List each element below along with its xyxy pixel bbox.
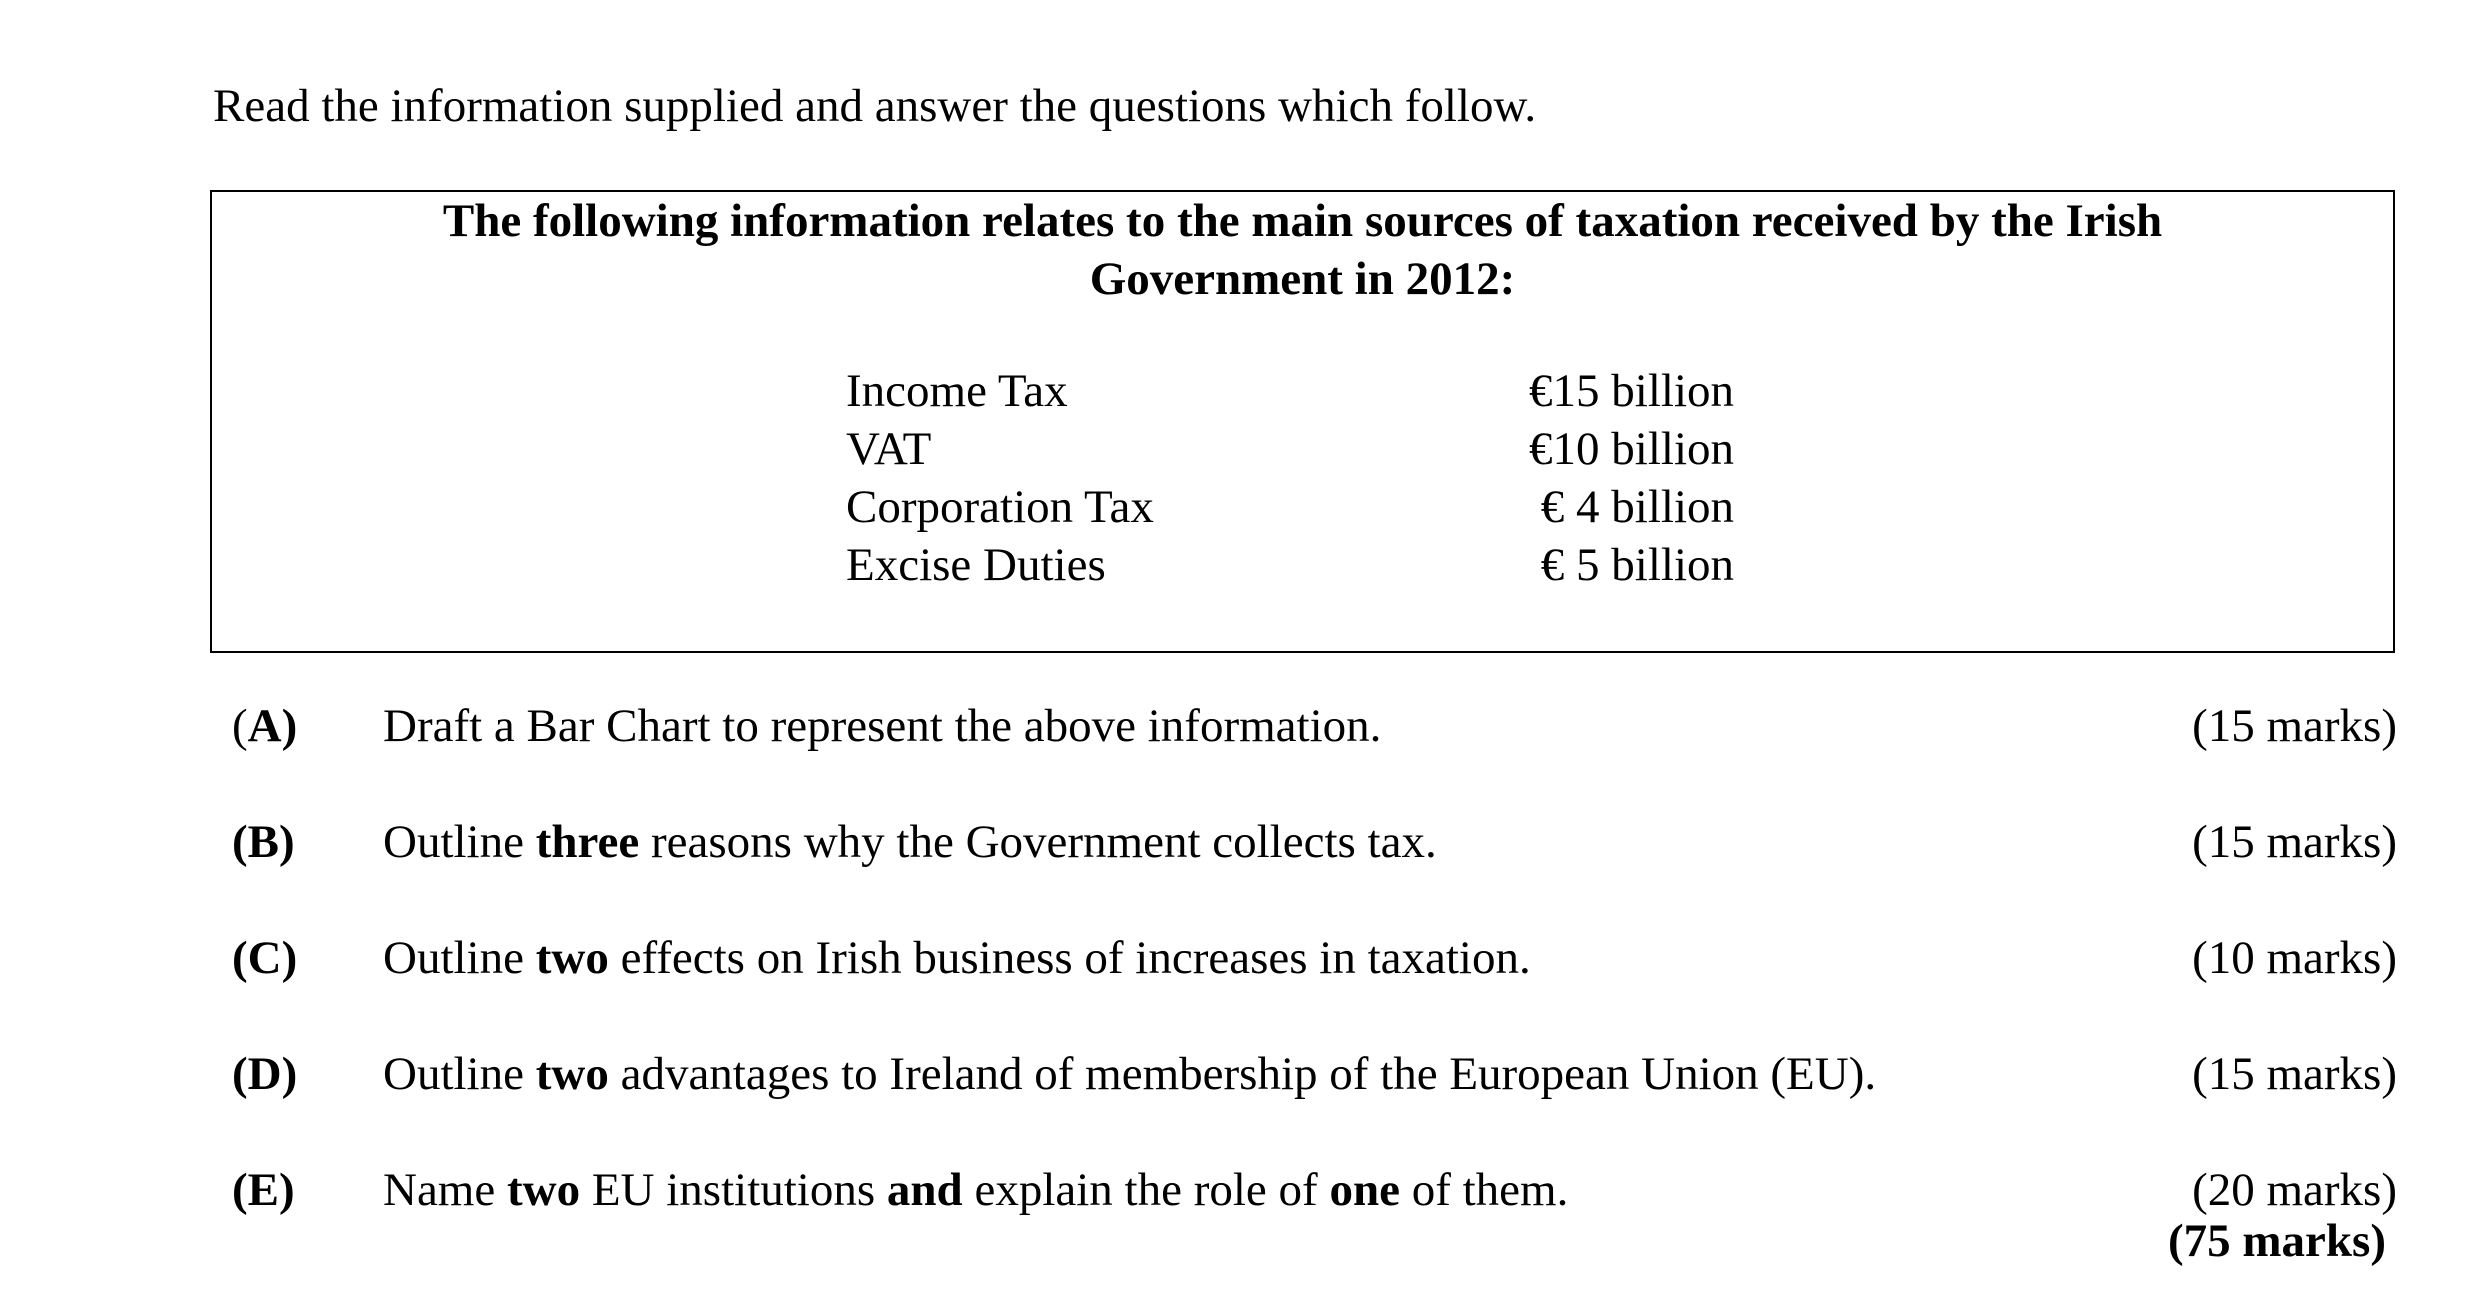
question-marks: (15 marks)	[2192, 700, 2397, 752]
question-text-part: of them.	[1399, 1164, 1569, 1216]
instructions-text: Read the information supplied and answer the questions which follow.	[213, 80, 1537, 132]
question-text	[383, 810, 1437, 874]
question-text-emphasis: two	[535, 932, 609, 984]
tax-row-corporation-tax	[212, 478, 2393, 536]
question-text-part: effects on Irish business of increases in taxation.	[608, 932, 1531, 984]
tax-name: Income Tax	[846, 365, 1068, 417]
tax-name: VAT	[846, 423, 932, 475]
question-text-part: explain the role of	[962, 1164, 1330, 1216]
question-text-part: Draft a Bar Chart to represent the above information.	[383, 700, 1382, 752]
tax-amount: €15 billion	[1529, 365, 1734, 417]
question-text-part: EU institutions	[580, 1164, 887, 1216]
question-text-part: Outline	[383, 932, 536, 984]
question-d	[0, 1042, 2480, 1106]
question-text-emphasis: one	[1329, 1164, 1400, 1216]
box-heading-line-1: The following information relates to the main sources of taxation received by the Irish	[442, 195, 2163, 247]
question-label: (A)	[232, 700, 298, 752]
question-label: (B)	[232, 816, 295, 868]
question-c	[0, 926, 2480, 990]
tax-name: Excise Duties	[846, 539, 1106, 591]
question-text-part: Outline	[383, 1048, 536, 1100]
question-label: (C)	[232, 932, 298, 984]
question-letter: A	[247, 700, 282, 752]
tax-info-box	[210, 190, 2395, 653]
question-marks: (10 marks)	[2192, 932, 2397, 984]
question-marks: (20 marks)	[2192, 1164, 2397, 1216]
question-letter: D	[247, 1048, 282, 1100]
tax-amount: € 4 billion	[1540, 481, 1734, 533]
question-text-part: advantages to Ireland of membership of the European Union (EU).	[608, 1048, 1877, 1100]
question-letter: E	[247, 1164, 280, 1216]
question-text-part: Outline	[383, 816, 536, 868]
tax-row-excise-duties	[212, 536, 2393, 594]
question-text-emphasis: and	[886, 1164, 963, 1216]
question-text-part: Name	[383, 1164, 507, 1216]
question-text	[383, 694, 1381, 758]
tax-row-vat	[212, 420, 2393, 478]
question-a	[0, 694, 2480, 758]
question-marks: (15 marks)	[2192, 1048, 2397, 1100]
tax-name: Corporation Tax	[846, 481, 1154, 533]
question-text-part: reasons why the Government collects tax.	[639, 816, 1437, 868]
tax-amount: € 5 billion	[1540, 539, 1734, 591]
question-b	[0, 810, 2480, 874]
question-letter: B	[247, 816, 280, 868]
total-marks: (75 marks)	[2168, 1215, 2386, 1267]
question-label: (E)	[232, 1164, 295, 1216]
question-text-emphasis: two	[506, 1164, 581, 1216]
question-text	[383, 1158, 1568, 1222]
box-heading	[212, 192, 2393, 308]
question-text	[383, 926, 1531, 990]
question-text	[383, 1042, 1876, 1106]
question-letter: C	[247, 932, 282, 984]
tax-row-income-tax	[212, 362, 2393, 420]
tax-amount: €10 billion	[1529, 423, 1734, 475]
tax-table	[212, 362, 2393, 594]
question-e	[0, 1158, 2480, 1222]
box-heading-line-2: Government in 2012:	[1089, 253, 1516, 305]
question-text-emphasis: two	[535, 1048, 609, 1100]
question-label: (D)	[232, 1048, 298, 1100]
question-marks: (15 marks)	[2192, 816, 2397, 868]
question-text-emphasis: three	[535, 816, 640, 868]
